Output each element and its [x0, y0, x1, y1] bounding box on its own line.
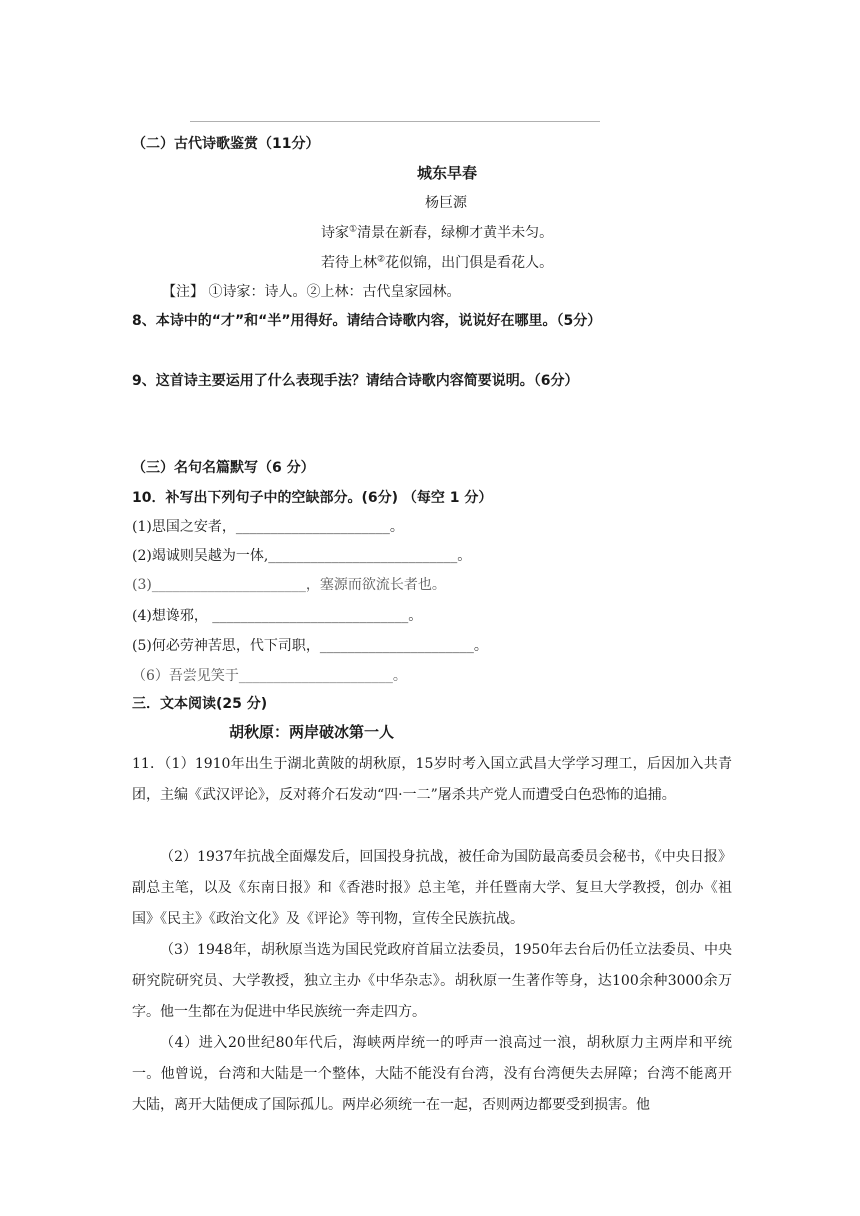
article-paragraph-2: （2）1937年抗战全面爆发后，回国投身抗战，被任命为国防最高委员会秘书，《中央日报》副总主笔，以及《东南日报》和《香港时报》总主笔，并任暨南大学、复旦大学教授，创办《祖国》《民主》《政治文化》及《评论》等刊物，宣传全民族抗战。 — [132, 849, 732, 927]
poem-line-2-part-a: 若待上林 — [321, 255, 377, 271]
fill-blank-item-2: (2)竭诚则吴越为一体,___________________________。 — [132, 548, 472, 564]
section-heading-poetry: （二）古代诗歌鉴赏（11分） — [132, 136, 320, 152]
question-8: 8、本诗中的“才”和“半”用得好。请结合诗歌内容，说说好在哪里。（5分） — [132, 313, 602, 329]
question-9: 9、这首诗主要运用了什么表现手法？请结合诗歌内容简要说明。（6分） — [132, 373, 579, 389]
article-title: 胡秋原：两岸破冰第一人 — [229, 723, 395, 741]
top-divider-line — [190, 121, 600, 122]
fill-blank-item-6: （6）吾尝见笑于______________________。 — [132, 668, 407, 684]
section-heading-recitation: （三）名句名篇默写（6 分） — [132, 460, 315, 476]
poem-line-2-part-b: 花似锦，出门俱是看花人。 — [385, 255, 554, 271]
poem-line-2 — [321, 253, 553, 273]
article-paragraph-1: 11．（1）1910年出生于湖北黄陂的胡秋原，15岁时考入国立武昌大学学习理工，后因加入共青团，主编《武汉评论》，反对蒋介石发动“四·一二”屠杀共产党人而遭受白色恐怖的追捕。 — [132, 756, 732, 803]
article-paragraph-3: （3）1948年，胡秋原当选为国民党政府首届立法委员，1950年去台后仍任立法委员、中央研究院研究员、大学教授，独立主办《中华杂志》。胡秋原一生著作等身，达100余种3000余万字。他一生都在为促进中华民族统一奔走四方。 — [132, 942, 732, 1020]
poem-line-1 — [321, 223, 553, 243]
poem-title: 城东早春 — [417, 164, 478, 182]
fill-blank-item-3: (3)______________________，塞源而欲流长者也。 — [132, 577, 446, 593]
question-10: 10．补写出下列句子中的空缺部分。(6分) （每空 1 分） — [132, 490, 493, 506]
footnote-marker-2: ② — [377, 254, 386, 265]
article-paragraph-4: （4）进入20世纪80年代后，海峡两岸统一的呼声一浪高过一浪，胡秋原力主两岸和平统一。他曾说，台湾和大陆是一个整体，大陆不能没有台湾，没有台湾便失去屏障；台湾不能离开大陆，离开大陆便成了国际孤儿。两岸必须统一在一起，否则两边都要受到损害。他 — [132, 1035, 732, 1113]
fill-blank-item-1: (1)思国之安者，______________________。 — [132, 519, 404, 535]
poem-note: 【注】 ①诗家：诗人。②上林：古代皇家园林。 — [162, 284, 461, 300]
part-heading-text-reading: 三．文本阅读(25 分) — [132, 696, 268, 712]
poem-line-1-part-a: 诗家 — [321, 225, 349, 241]
fill-blank-item-4: (4)想谗邪， ____________________________。 — [132, 608, 423, 624]
footnote-marker-1: ① — [349, 224, 358, 235]
fill-blank-item-5: (5)何必劳神苦思，代下司职，______________________。 — [132, 638, 488, 654]
poem-author: 杨巨源 — [425, 195, 467, 211]
poem-line-1-part-b: 清景在新春，绿柳才黄半未匀。 — [357, 225, 554, 241]
